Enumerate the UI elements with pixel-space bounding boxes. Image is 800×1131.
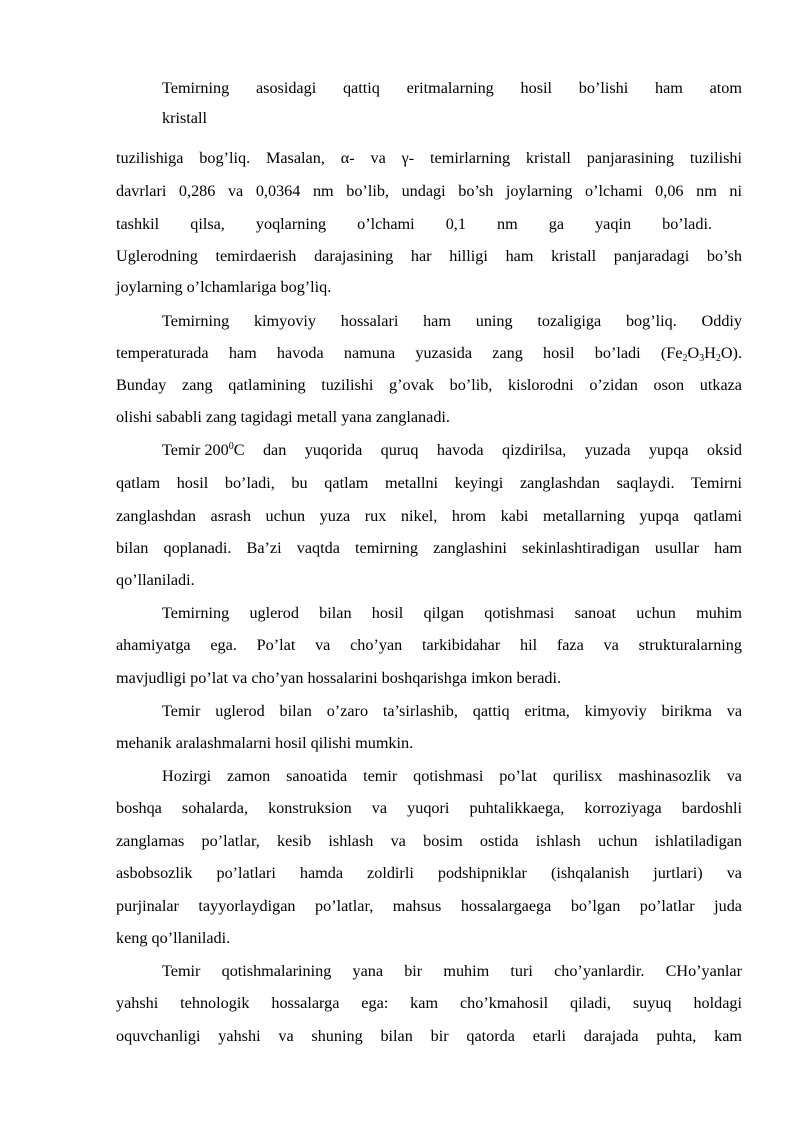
text-line: Uglerodning temirdaerish darajasining har hilligi ham kristall panjaradagi bo’sh xyxy=(116,247,742,265)
text-span: Temir 200 xyxy=(162,441,229,459)
text-line: olishi sababli zang tagidagi metall yana zanglanadi. xyxy=(116,408,450,426)
text-line: yahshi tehnologik hossalarga ega: kam cho’kmahosil qiladi, suyuq holdagi xyxy=(116,994,742,1012)
subscript: 2 xyxy=(682,353,688,364)
text-line: kristall xyxy=(162,109,207,127)
text-line: qatlam hosil bo’ladi, bu qatlam metallni keyingi zanglashdan saqlaydi. Temirni xyxy=(116,474,742,492)
text-line: Temirning asosidagi qattiq eritmalarning hosil bo’lishi ham atom xyxy=(162,79,742,97)
text-line: tuzilishiga bog’liq. Masalan, α- va γ- temirlarning kristall panjarasining tuzilishi xyxy=(116,149,742,167)
text-line-superscript xyxy=(162,439,742,461)
text-span: C dan yuqorida quruq havoda qizdirilsa, yuzada yupqa oksid xyxy=(233,441,742,459)
text-line-formula xyxy=(116,342,742,364)
text-line: Bunday zang qatlamining tuzilishi g’ovak bo’lib, kislorodni o’zidan oson utkaza xyxy=(116,376,742,394)
text-line: davrlari 0,286 va 0,0364 nm bo’lib, undagi bo’sh joylarning o’lchami 0,06 nm ni xyxy=(116,182,742,200)
text-line: mavjudligi po’lat va cho’yan hossalarini boshqarishga imkon beradi. xyxy=(116,669,562,687)
text-line: mehanik aralashmalarni hosil qilishi mumkin. xyxy=(116,734,414,752)
text-line: oquvchanligi yahshi va shuning bilan bir qatorda etarli darajada puhta, kam xyxy=(116,1027,742,1045)
text-line: Temir uglerod bilan o’zaro ta’sirlashib, qattiq eritma, kimyoviy birikma va xyxy=(162,702,742,720)
text-line: tashkil qilsa, yoqlarning o’lchami 0,1 nm ga yaqin bo’ladi. xyxy=(116,215,712,233)
text-line: Temir qotishmalarining yana bir muhim turi cho’yanlardir. CHo’yanlar xyxy=(162,962,742,980)
text-line: joylarning o’lchamlariga bog’liq. xyxy=(116,278,332,296)
text-line: Temirning kimyoviy hossalari ham uning tozaligiga bog’liq. Oddiy xyxy=(162,312,742,330)
text-span: O xyxy=(687,344,700,362)
text-span xyxy=(162,439,234,461)
text-line: keng qo’llaniladi. xyxy=(116,929,231,947)
subscript: 3 xyxy=(699,353,705,364)
subscript: 2 xyxy=(715,353,721,364)
superscript: 0 xyxy=(228,441,234,452)
text-span: O). xyxy=(720,344,742,362)
text-line: boshqa sohalarda, konstruksion va yuqori puhtalikkaega, korroziyaga bardoshli xyxy=(116,799,742,817)
text-line: bilan qoplanadi. Ba’zi vaqtda temirning zanglashini sekinlashtiradigan usullar ham xyxy=(116,539,742,557)
text-line: zanglamas po’latlar, kesib ishlash va bosim ostida ishlash uchun ishlatiladigan xyxy=(116,832,742,850)
text-line: qo’llaniladi. xyxy=(116,571,195,589)
text-line: Temirning uglerod bilan hosil qilgan qotishmasi sanoat uchun muhim xyxy=(162,604,742,622)
chemical-formula xyxy=(682,342,742,364)
text-line: Hozirgi zamon sanoatida temir qotishmasi po’lat qurilisx mashinasozlik va xyxy=(162,767,742,785)
text-line: asbobsozlik po’latlari hamda zoldirli podshipniklar (ishqalanish jurtlari) va xyxy=(116,864,742,882)
text-span: H xyxy=(704,344,716,362)
text-line: ahamiyatga ega. Po’lat va cho’yan tarkibidahar hil faza va strukturalarning xyxy=(116,636,742,654)
text-line: zanglashdan asrash uchun yuza rux nikel, hrom kabi metallarning yupqa qatlami xyxy=(116,507,742,525)
text-span: temperaturada ham havoda namuna yuzasida zang hosil bo’ladi (Fe xyxy=(116,344,683,362)
text-line: purjinalar tayyorlaydigan po’latlar, mahsus hossalargaega bo’lgan po’latlar juda xyxy=(116,897,742,915)
